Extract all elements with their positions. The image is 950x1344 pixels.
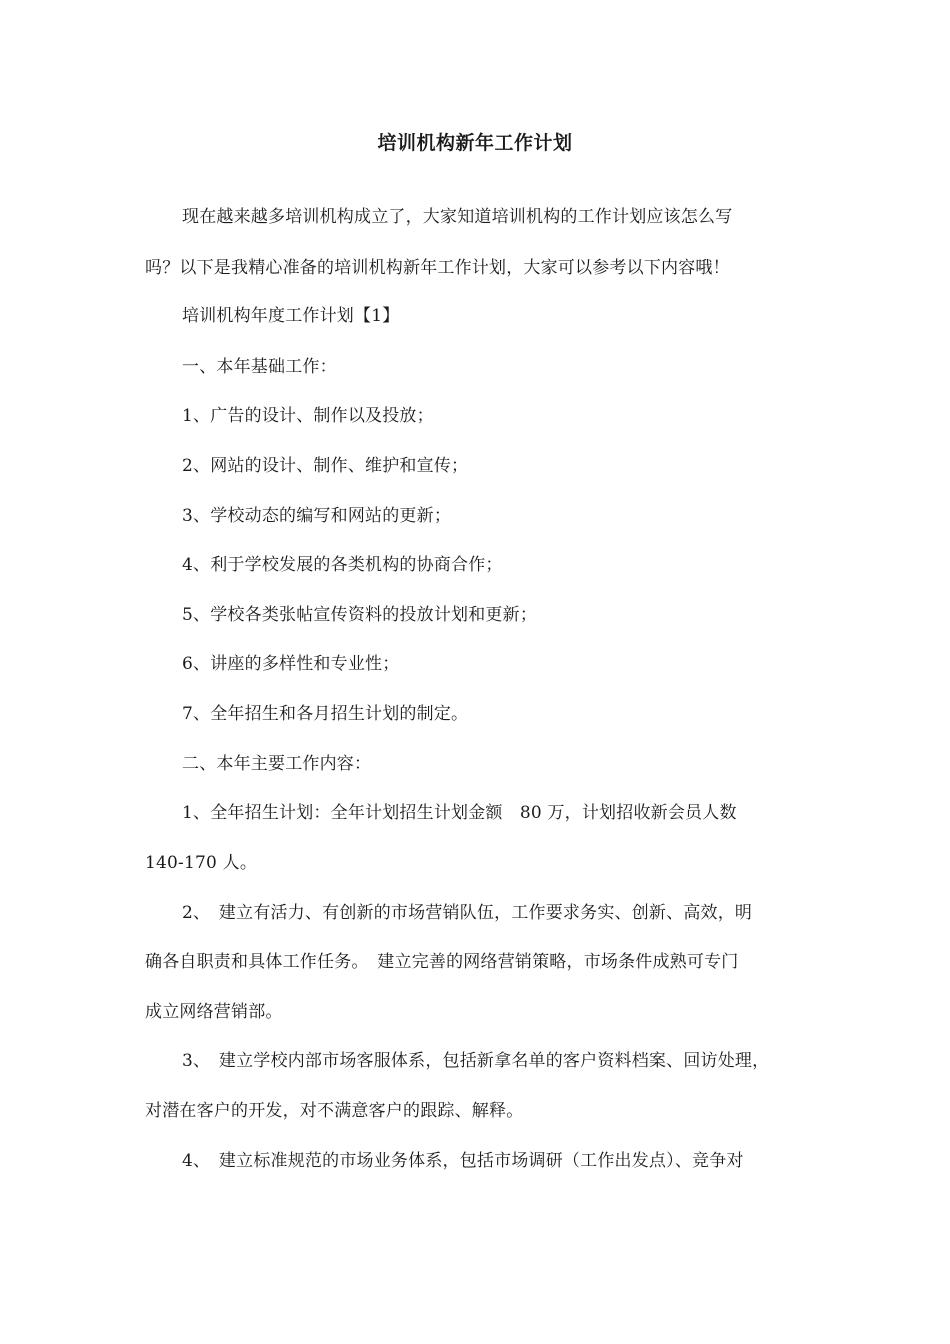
paragraph-line: 确各自职责和具体工作任务。 建立完善的网络营销策略，市场条件成熟可专门 xyxy=(145,952,739,972)
paragraph-line: 4、 建立标准规范的市场业务体系，包括市场调研（工作出发点）、竞争对 xyxy=(182,1151,744,1171)
paragraph-line: 2、 建立有活力、有创新的市场营销队伍，工作要求务实、创新、高效，明 xyxy=(182,903,753,923)
section-heading: 培训机构年度工作计划【1】 xyxy=(182,306,400,326)
list-item: 5、学校各类张帖宣传资料的投放计划和更新； xyxy=(182,605,538,625)
paragraph-line: 对潜在客户的开发，对不满意客户的跟踪、解释。 xyxy=(145,1101,524,1121)
list-item: 4、利于学校发展的各类机构的协商合作； xyxy=(182,555,503,575)
list-item: 2、网站的设计、制作、维护和宣传； xyxy=(182,456,469,476)
paragraph-line: 现在越来越多培训机构成立了，大家知道培训机构的工作计划应该怎么写 xyxy=(182,207,733,227)
document-title: 培训机构新年工作计划 xyxy=(377,132,573,154)
paragraph-line: 吗？以下是我精心准备的培训机构新年工作计划，大家可以参考以下内容哦！ xyxy=(145,258,730,278)
paragraph-line: 140-170 人。 xyxy=(145,853,258,873)
paragraph-line: 3、 建立学校内部市场客服体系，包括新拿名单的客户资料档案、回访处理， xyxy=(182,1051,770,1071)
list-item: 6、讲座的多样性和专业性； xyxy=(182,654,400,674)
list-item: 7、全年招生和各月招生计划的制定。 xyxy=(182,704,469,724)
list-item: 1、广告的设计、制作以及投放； xyxy=(182,406,434,426)
paragraph-line: 1、全年招生计划：全年计划招生计划金额 80 万，计划招收新会员人数 xyxy=(182,803,737,823)
paragraph-line: 成立网络营销部。 xyxy=(145,1002,283,1022)
section-heading: 二、本年主要工作内容： xyxy=(182,754,372,774)
section-heading: 一、本年基础工作： xyxy=(182,357,337,377)
list-item: 3、学校动态的编写和网站的更新； xyxy=(182,506,452,526)
